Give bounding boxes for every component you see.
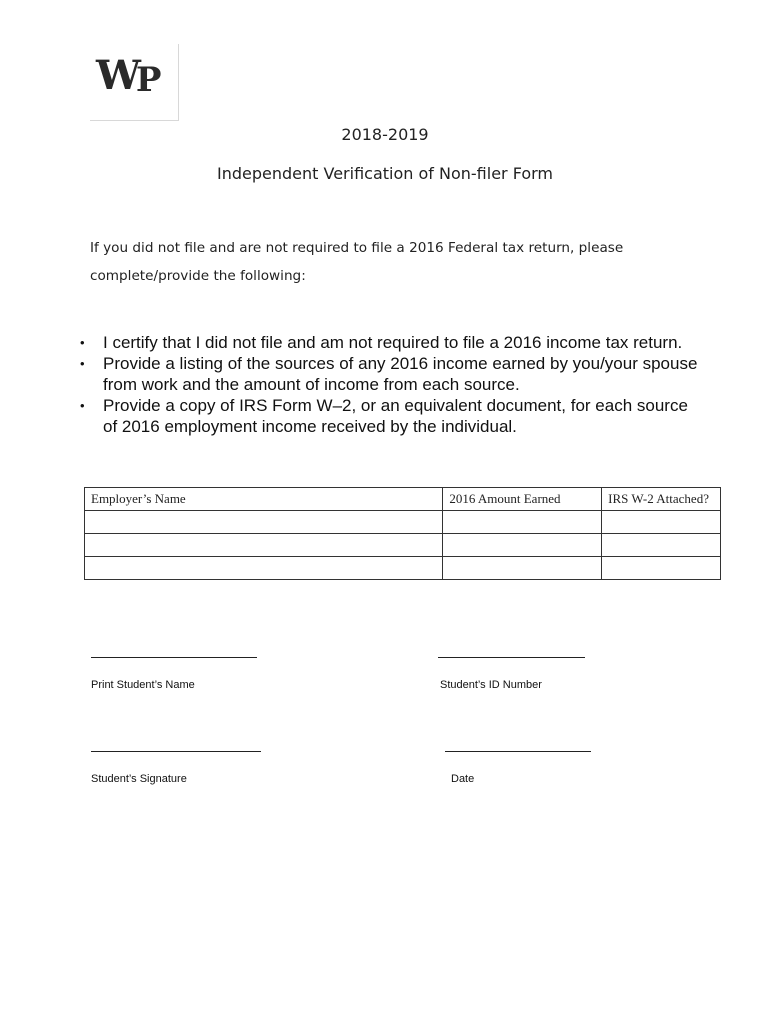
table-row — [85, 511, 721, 534]
employer-name-cell[interactable] — [85, 534, 443, 557]
logo — [90, 44, 179, 121]
student-name-label: Print Student’s Name — [91, 679, 195, 691]
student-id-line[interactable] — [438, 657, 585, 658]
amount-earned-cell[interactable] — [443, 511, 602, 534]
table-row — [85, 534, 721, 557]
requirement-item: • Provide a copy of IRS Form W–2, or an equivalent document, for each source of 2016 employment income received by the individual. — [80, 395, 700, 437]
column-header-w2: IRS W-2 Attached? — [602, 488, 721, 511]
table-row — [85, 557, 721, 580]
w2-attached-cell[interactable] — [602, 557, 721, 580]
employer-income-table — [84, 487, 721, 580]
form-year: 2018-2019 — [341, 125, 429, 144]
w2-attached-cell[interactable] — [602, 534, 721, 557]
form-title: Independent Verification of Non-filer Form — [217, 164, 553, 183]
student-name-line[interactable] — [91, 657, 257, 658]
logo-text: WP — [96, 52, 155, 100]
date-line[interactable] — [445, 751, 591, 752]
requirement-item: • I certify that I did not file and am not required to file a 2016 income tax return. — [80, 332, 700, 353]
amount-earned-cell[interactable] — [443, 534, 602, 557]
intro-text: If you did not file and are not required to file a 2016 Federal tax return, please complete/provide the following: — [90, 240, 624, 284]
student-signature-label: Student’s Signature — [91, 773, 187, 785]
requirement-item: • Provide a listing of the sources of any 2016 income earned by you/your spouse from work and the amount of income from each source. — [80, 353, 700, 395]
table-header-row — [85, 488, 721, 511]
student-signature-line[interactable] — [91, 751, 261, 752]
employer-name-cell[interactable] — [85, 511, 443, 534]
column-header-amount: 2016 Amount Earned — [443, 488, 602, 511]
column-header-employer: Employer’s Name — [85, 488, 443, 511]
employer-name-cell[interactable] — [85, 557, 443, 580]
date-label: Date — [451, 773, 475, 785]
w2-attached-cell[interactable] — [602, 511, 721, 534]
amount-earned-cell[interactable] — [443, 557, 602, 580]
requirements-list — [80, 332, 700, 437]
student-id-label: Student’s ID Number — [440, 679, 542, 691]
